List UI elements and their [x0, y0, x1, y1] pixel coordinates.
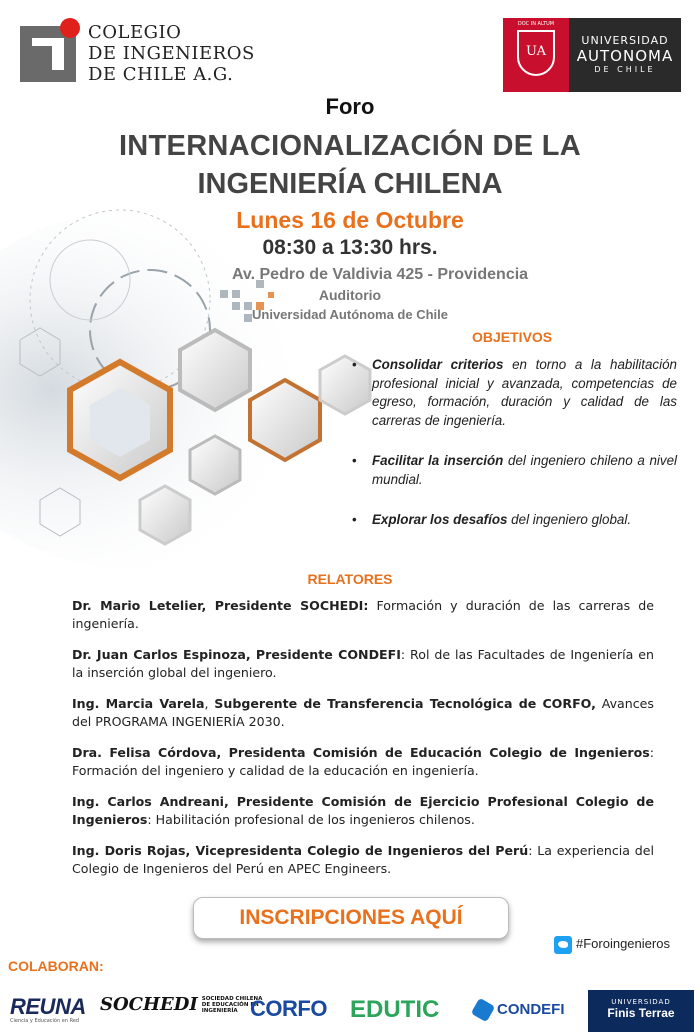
colegio-ingenieros-logo [20, 22, 270, 100]
objetivos-list [352, 356, 677, 552]
relator-name: Dra. Felisa Córdova, Presidenta Comisión de Educación Colegio de Ingenieros [72, 745, 650, 760]
relator-item [72, 695, 654, 731]
finis-line2: Finis Terrae [607, 1006, 675, 1020]
relator-topic: : Habilitación profesional de los ingenieros chilenos. [147, 812, 475, 827]
objetivo-item [352, 452, 677, 489]
event-title-line2: INGENIERÍA CHILENA [197, 168, 503, 200]
reuna-name: REUNA [10, 994, 86, 1019]
sochedi-name: SOCHEDI [100, 994, 198, 1015]
relator-topic: : La experiencia del Colegio de Ingenieros del Perú en APEC Engineers. [72, 843, 654, 876]
colegio-line1: COLEGIO [88, 22, 182, 43]
ua-wordmark [569, 18, 681, 92]
ua-line2: AUTONOMA [576, 47, 674, 65]
relator-role: Subgerente de Transferencia Tecnológica de CORFO, [214, 696, 596, 711]
objetivo-text: del ingeniero chileno a nivel mundial. [372, 453, 677, 487]
relator-topic: , [204, 696, 215, 711]
ua-line1: UNIVERSIDAD [581, 34, 669, 47]
finis-line1: UNIVERSIDAD [611, 998, 671, 1006]
relator-topic: : Formación del ingeniero y calidad de la educación en ingeniería. [72, 745, 654, 778]
relator-topic: Avances del PROGRAMA INGENIERÍA 2030. [72, 696, 654, 729]
objetivo-item [352, 511, 677, 530]
relator-item [72, 646, 654, 682]
condefi-hex-icon [471, 998, 496, 1023]
objetivo-lead: Consolidar criterios [372, 357, 504, 372]
objetivo-lead: Facilitar la inserción [372, 453, 504, 468]
colegio-logo-text [88, 22, 255, 85]
event-date: Lunes 16 de Octubre [236, 207, 464, 233]
condefi-logo [474, 996, 582, 1026]
universidad-autonoma-logo [503, 18, 681, 92]
relator-topic: Formación y duración de las carreras de ingeniería. [72, 598, 655, 631]
relator-name: Ing. Doris Rojas, Vicepresidenta Colegio de Ingenieros del Perú [72, 843, 529, 858]
colaboran-title: COLABORAN: [8, 958, 104, 974]
objetivo-lead: Explorar los desafíos [372, 512, 508, 527]
event-address: Av. Pedro de Valdivia 425 - Providencia [231, 266, 529, 283]
ua-line3: DE CHILE [594, 65, 656, 74]
relator-topic: : Rol de las Facultades de Ingeniería en la inserción global del ingeniero. [72, 647, 655, 680]
colegio-line2: DE INGENIEROS [88, 43, 255, 64]
objetivo-item [352, 356, 677, 430]
event-venue: Universidad Autónoma de Chile [252, 307, 448, 322]
twitter-icon [554, 936, 572, 954]
relator-name: Ing. Carlos Andreani, Presidente Comisión de Ejercicio Profesional Colegio de Ingenieros [72, 794, 654, 827]
reuna-logo [10, 994, 98, 1028]
event-kind: Foro [325, 94, 375, 119]
relatores-title: RELATORES [307, 571, 393, 587]
relator-item [72, 793, 654, 829]
relator-item [72, 744, 654, 780]
ua-motto: DOC IN ALTUM [517, 21, 555, 27]
corfo-logo: CORFO [250, 996, 327, 1021]
relatores-list [72, 597, 654, 891]
twitter-hashtag-text: #Foroingenieros [576, 936, 670, 951]
twitter-hashtag[interactable] [554, 934, 670, 954]
objetivo-text: del ingeniero global. [507, 512, 632, 527]
event-time: 08:30 a 13:30 hrs. [262, 236, 438, 259]
ua-shield-panel [503, 18, 569, 92]
colegio-mark-icon [20, 26, 76, 82]
colegio-line3: DE CHILE A.G. [88, 64, 234, 85]
relator-item [72, 842, 654, 878]
inscripciones-button[interactable]: INSCRIPCIONES AQUÍ [193, 897, 509, 939]
finis-terrae-logo [588, 990, 694, 1032]
event-room: Auditorio [318, 287, 382, 303]
sochedi-logo [100, 994, 275, 1024]
reuna-tagline: Ciencia y Educación en Red [10, 1018, 80, 1024]
relator-name: Dr. Juan Carlos Espinoza, Presidente CONDEFI [72, 647, 401, 662]
sochedi-tagline: SOCIEDAD CHILENA DE EDUCACIÓN EN INGENIERÍA [201, 995, 263, 1014]
relator-name: Dr. Mario Letelier, Presidente SOCHEDI: [72, 598, 369, 613]
event-title-line1: INTERNACIONALIZACIÓN DE LA [118, 130, 582, 162]
edutic-logo: EDUTIC [350, 996, 440, 1023]
ua-shield-icon [517, 30, 555, 76]
relator-item [72, 597, 654, 633]
objetivos-title: OBJETIVOS [472, 329, 553, 345]
relator-name: Ing. Marcia Varela [72, 696, 205, 711]
objetivo-text: en torno a la habilitación profesional inicial y avanzada, competencias de egreso, formación, duración y calidad de las carreras de ingeniería. [372, 357, 677, 428]
condefi-name: CONDEFI [497, 1001, 565, 1018]
ua-initials: UA [526, 44, 546, 59]
